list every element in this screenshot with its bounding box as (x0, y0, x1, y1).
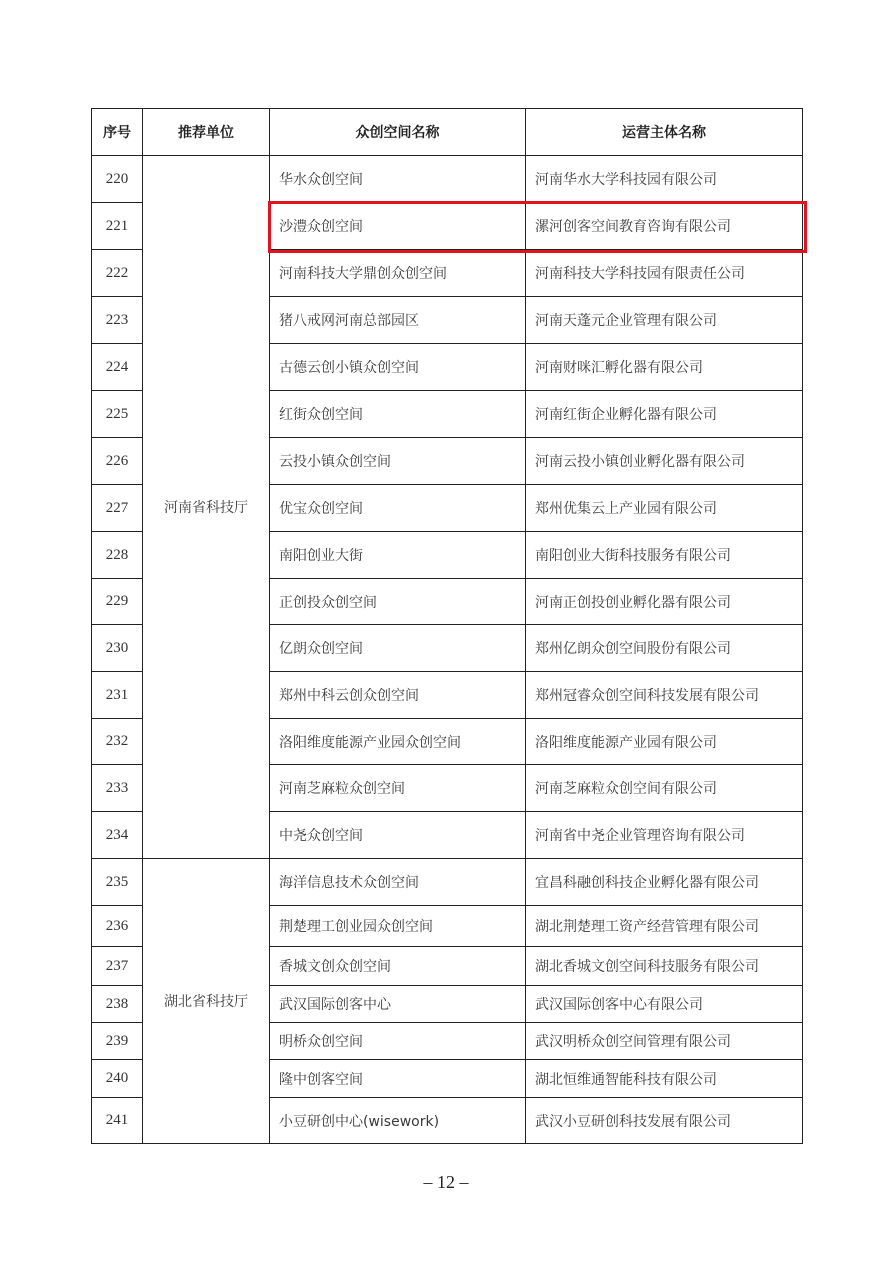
table-header-row (92, 109, 803, 156)
table-row (92, 156, 803, 203)
space-name-cell: 郑州中科云创众创空间 (270, 672, 526, 719)
operator-name-cell: 郑州优集云上产业园有限公司 (526, 485, 803, 532)
serial-cell: 223 (92, 297, 143, 344)
space-name-cell: 华水众创空间 (270, 156, 526, 203)
operator-name-cell: 宜昌科融创科技企业孵化器有限公司 (526, 859, 803, 906)
space-name-cell: 红街众创空间 (270, 391, 526, 438)
recommending-unit-cell: 河南省科技厅 (143, 156, 270, 859)
serial-cell: 232 (92, 719, 143, 765)
serial-cell: 227 (92, 485, 143, 532)
header-unit: 推荐单位 (143, 109, 270, 156)
operator-name-cell: 南阳创业大街科技服务有限公司 (526, 532, 803, 579)
serial-cell: 234 (92, 812, 143, 859)
page-number: – 12 – (423, 1172, 469, 1192)
serial-cell: 239 (92, 1023, 143, 1060)
serial-cell: 226 (92, 438, 143, 485)
table-row (92, 859, 803, 906)
space-name-cell: 云投小镇众创空间 (270, 438, 526, 485)
serial-cell: 233 (92, 765, 143, 812)
operator-name-cell: 郑州冠睿众创空间科技发展有限公司 (526, 672, 803, 719)
space-name-cell: 海洋信息技术众创空间 (270, 859, 526, 906)
serial-cell: 236 (92, 906, 143, 947)
serial-cell: 224 (92, 344, 143, 391)
operator-name-cell: 河南科技大学科技园有限责任公司 (526, 250, 803, 297)
operator-name-cell: 河南正创投创业孵化器有限公司 (526, 579, 803, 625)
serial-cell: 220 (92, 156, 143, 203)
operator-name-cell: 河南财咪汇孵化器有限公司 (526, 344, 803, 391)
header-space-name: 众创空间名称 (270, 109, 526, 156)
space-name-cell: 荆楚理工创业园众创空间 (270, 906, 526, 947)
operator-name-cell: 武汉国际创客中心有限公司 (526, 986, 803, 1023)
serial-cell: 228 (92, 532, 143, 579)
space-name-cell: 南阳创业大街 (270, 532, 526, 579)
serial-cell: 225 (92, 391, 143, 438)
space-name-cell: 猪八戒网河南总部园区 (270, 297, 526, 344)
operator-name-cell: 洛阳维度能源产业园有限公司 (526, 719, 803, 765)
space-name-cell: 河南芝麻粒众创空间 (270, 765, 526, 812)
space-name-cell: 中尧众创空间 (270, 812, 526, 859)
serial-cell: 235 (92, 859, 143, 906)
operator-name-cell: 湖北荆楚理工资产经营管理有限公司 (526, 906, 803, 947)
serial-cell: 229 (92, 579, 143, 625)
header-serial: 序号 (92, 109, 143, 156)
serial-cell: 222 (92, 250, 143, 297)
serial-cell: 241 (92, 1098, 143, 1144)
header-operator-name: 运营主体名称 (526, 109, 803, 156)
operator-name-cell: 武汉明桥众创空间管理有限公司 (526, 1023, 803, 1060)
space-name-cell: 隆中创客空间 (270, 1060, 526, 1098)
space-name-cell: 明桥众创空间 (270, 1023, 526, 1060)
space-name-cell: 沙澧众创空间 (270, 203, 526, 250)
operator-name-cell: 河南省中尧企业管理咨询有限公司 (526, 812, 803, 859)
space-name-cell: 小豆研创中心(wisework) (270, 1098, 526, 1144)
serial-cell: 231 (92, 672, 143, 719)
space-name-cell: 正创投众创空间 (270, 579, 526, 625)
space-name-cell: 优宝众创空间 (270, 485, 526, 532)
operator-name-cell: 武汉小豆研创科技发展有限公司 (526, 1098, 803, 1144)
operator-name-cell: 漯河创客空间教育咨询有限公司 (526, 203, 803, 250)
serial-cell: 237 (92, 947, 143, 986)
serial-cell: 221 (92, 203, 143, 250)
operator-name-cell: 河南红街企业孵化器有限公司 (526, 391, 803, 438)
serial-cell: 240 (92, 1060, 143, 1098)
space-name-cell: 亿朗众创空间 (270, 625, 526, 672)
recommending-unit-cell: 湖北省科技厅 (143, 859, 270, 1144)
operator-name-cell: 湖北恒维通智能科技有限公司 (526, 1060, 803, 1098)
operator-name-cell: 郑州亿朗众创空间股份有限公司 (526, 625, 803, 672)
operator-name-cell: 河南华水大学科技园有限公司 (526, 156, 803, 203)
serial-cell: 238 (92, 986, 143, 1023)
operator-name-cell: 河南天蓬元企业管理有限公司 (526, 297, 803, 344)
operator-name-cell: 湖北香城文创空间科技服务有限公司 (526, 947, 803, 986)
operator-name-cell: 河南云投小镇创业孵化器有限公司 (526, 438, 803, 485)
space-name-cell: 武汉国际创客中心 (270, 986, 526, 1023)
serial-cell: 230 (92, 625, 143, 672)
operator-name-cell: 河南芝麻粒众创空间有限公司 (526, 765, 803, 812)
space-name-cell: 洛阳维度能源产业园众创空间 (270, 719, 526, 765)
space-name-cell: 香城文创众创空间 (270, 947, 526, 986)
space-name-cell: 古德云创小镇众创空间 (270, 344, 526, 391)
space-name-cell: 河南科技大学鼎创众创空间 (270, 250, 526, 297)
space-list-table (91, 108, 803, 1144)
